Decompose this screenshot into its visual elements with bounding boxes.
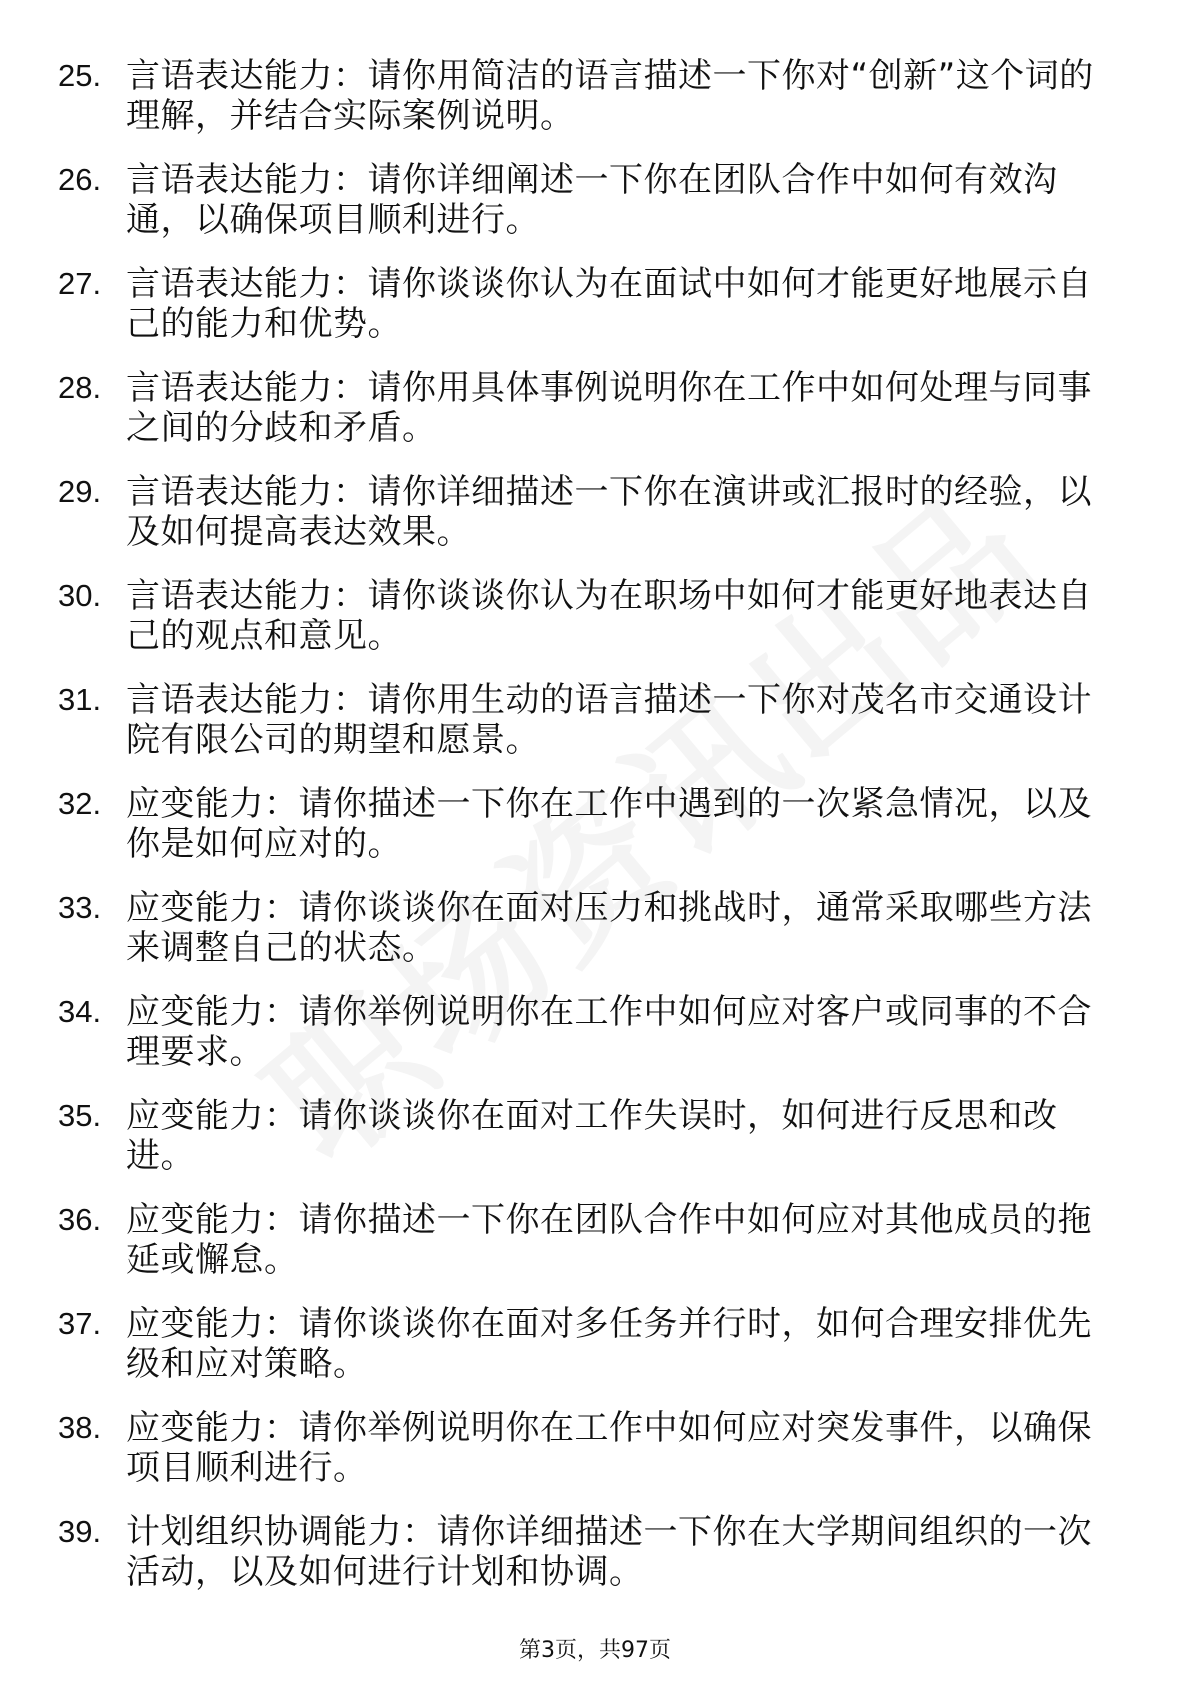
question-number: 32. (58, 786, 102, 821)
question-text: 言语表达能力：请你用生动的语言描述一下你对茂名市交通设计院有限公司的期望和愿景。 (126, 680, 1092, 760)
question-number: 39. (58, 1514, 102, 1549)
question-item (0, 256, 1190, 360)
question-text: 应变能力：请你举例说明你在工作中如何应对客户或同事的不合理要求。 (126, 992, 1092, 1072)
question-item (0, 672, 1190, 776)
question-text: 应变能力：请你谈谈你在面对工作失误时，如何进行反思和改进。 (126, 1096, 1058, 1176)
question-item (0, 360, 1190, 464)
question-text: 言语表达能力：请你用简洁的语言描述一下你对“创新”这个词的理解，并结合实际案例说明。 (126, 56, 1094, 136)
question-text: 言语表达能力：请你用具体事例说明你在工作中如何处理与同事之间的分歧和矛盾。 (126, 368, 1092, 448)
question-item (0, 152, 1190, 256)
question-number: 26. (58, 162, 102, 197)
question-text: 言语表达能力：请你详细描述一下你在演讲或汇报时的经验，以及如何提高表达效果。 (126, 472, 1092, 552)
question-text: 言语表达能力：请你谈谈你认为在面试中如何才能更好地展示自己的能力和优势。 (126, 264, 1092, 344)
question-item (0, 1400, 1190, 1504)
question-number: 28. (58, 370, 102, 405)
question-number: 36. (58, 1202, 102, 1237)
question-text: 应变能力：请你谈谈你在面对多任务并行时，如何合理安排优先级和应对策略。 (126, 1304, 1092, 1384)
question-list (0, 48, 1190, 1608)
question-number: 33. (58, 890, 102, 925)
question-text: 应变能力：请你谈谈你在面对压力和挑战时，通常采取哪些方法来调整自己的状态。 (126, 888, 1092, 968)
question-item (0, 776, 1190, 880)
question-item (0, 984, 1190, 1088)
question-number: 30. (58, 578, 102, 613)
question-text: 应变能力：请你举例说明你在工作中如何应对突发事件，以确保项目顺利进行。 (126, 1408, 1092, 1488)
question-number: 31. (58, 682, 102, 717)
question-item (0, 464, 1190, 568)
question-item (0, 1296, 1190, 1400)
question-text: 应变能力：请你描述一下你在工作中遇到的一次紧急情况，以及你是如何应对的。 (126, 784, 1092, 864)
question-item (0, 48, 1190, 152)
question-item (0, 880, 1190, 984)
question-text: 言语表达能力：请你谈谈你认为在职场中如何才能更好地表达自己的观点和意见。 (126, 576, 1092, 656)
question-number: 25. (58, 58, 102, 93)
question-item (0, 1192, 1190, 1296)
question-number: 34. (58, 994, 102, 1029)
question-text: 应变能力：请你描述一下你在团队合作中如何应对其他成员的拖延或懈怠。 (126, 1200, 1092, 1280)
question-number: 35. (58, 1098, 102, 1133)
question-number: 27. (58, 266, 102, 301)
question-item (0, 568, 1190, 672)
page-footer: 第3页，共97页 (519, 1638, 671, 1663)
question-text: 言语表达能力：请你详细阐述一下你在团队合作中如何有效沟通，以确保项目顺利进行。 (126, 160, 1058, 240)
question-text: 计划组织协调能力：请你详细描述一下你在大学期间组织的一次活动，以及如何进行计划和协调。 (126, 1512, 1092, 1592)
question-item (0, 1504, 1190, 1608)
question-number: 37. (58, 1306, 102, 1341)
question-number: 29. (58, 474, 102, 509)
question-number: 38. (58, 1410, 102, 1445)
question-item (0, 1088, 1190, 1192)
